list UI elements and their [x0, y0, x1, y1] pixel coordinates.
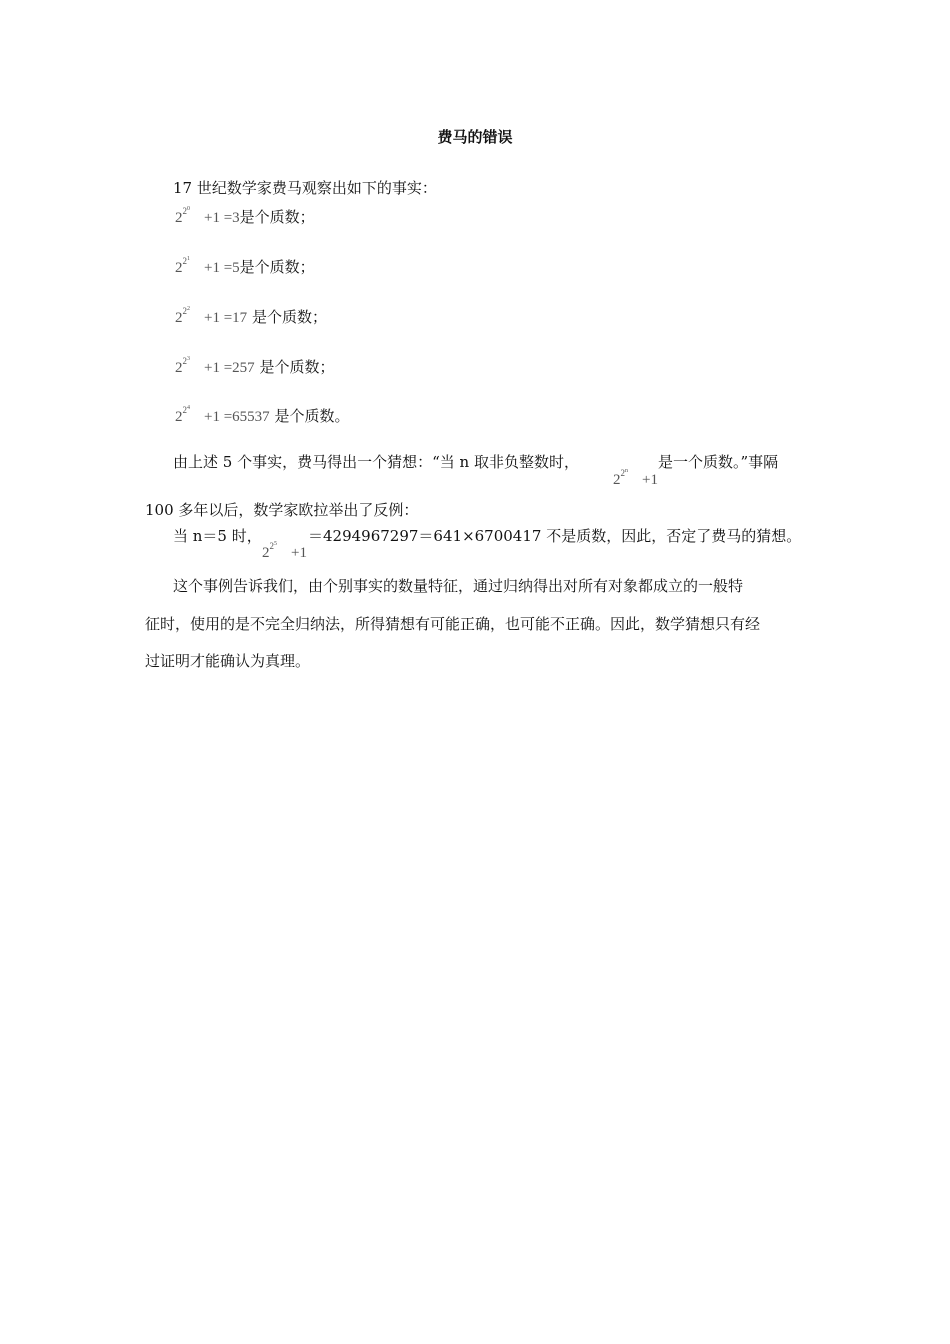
fact-line-1 [175, 257, 315, 281]
fermat-formula-1: $2^{21}+1 =5$ [175, 256, 240, 276]
fermat-formula-4: $2^{24}+1 =65537$ [175, 405, 270, 425]
fact-line-2 [175, 307, 327, 331]
counterexample-text-after: ＝4294967297＝641×6700417 不是质数，因此，否定了费马的猜想。 [308, 527, 802, 545]
conjecture-text-before: 由上述 5 个事实，费马得出一个猜想：“当 n 取非负整数时， [173, 453, 579, 471]
counterexample-text-before: 当 n＝5 时， [173, 527, 262, 545]
document-title: 费马的错误 [437, 128, 513, 146]
intro-paragraph: 17 世纪数学家费马观察出如下的事实： [173, 179, 437, 197]
fact-text: 是个质数； [239, 258, 315, 276]
fact-text: 是个质数； [239, 208, 315, 226]
fact-text: 是个质数。 [274, 407, 350, 425]
conclusion-line-1: 征时，使用的是不完全归纳法，所得猜想有可能正确，也可能不正确。因此，数学猜想只有经 [145, 615, 761, 633]
conjecture-line-2: 100 多年以后，数学家欧拉举出了反例： [145, 501, 419, 519]
conjecture-text-after: 是一个质数。”事隔 [658, 453, 779, 471]
fermat-formula-0: $2^{20}+1 =3$ [175, 206, 240, 226]
counterexample-formula: $2^{25}+1$ [262, 541, 307, 561]
fact-line-3 [175, 357, 334, 381]
conclusion-line-2: 过证明才能确认为真理。 [145, 652, 311, 670]
fact-text: 是个质数； [259, 358, 335, 376]
fact-line-4 [175, 406, 349, 430]
fermat-formula-3: $2^{23}+1 =257$ [175, 356, 255, 376]
conjecture-formula: $2^{2n}+1$ [613, 468, 658, 488]
fermat-formula-2: $2^{22}+1 =17$ [175, 306, 248, 326]
fact-text: 是个质数； [251, 308, 327, 326]
conclusion-line-0: 这个事例告诉我们，由个别事实的数量特征，通过归纳得出对所有对象都成立的一般特 [173, 577, 744, 595]
fact-line-0 [175, 207, 315, 231]
